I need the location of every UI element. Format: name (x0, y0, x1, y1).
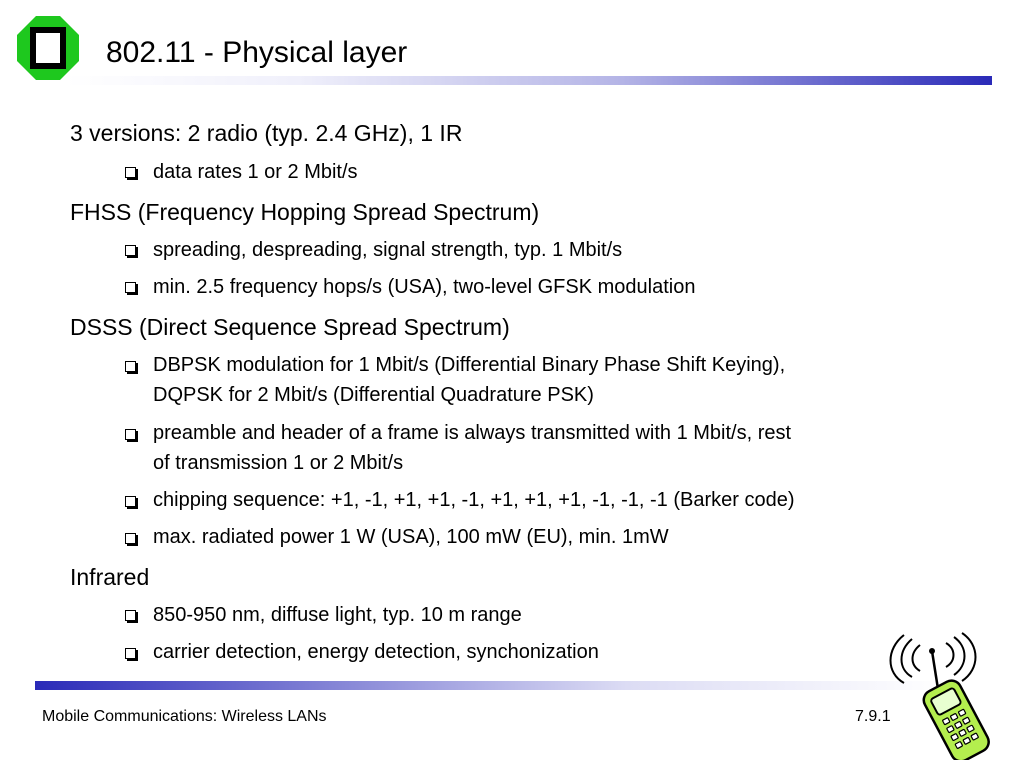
bullet-level1-fhss: FHSS (Frequency Hopping Spread Spectrum) (70, 199, 540, 225)
hollow-square-bullet-icon (125, 648, 136, 659)
hollow-square-bullet-icon (125, 167, 136, 178)
bullet-level1-infrared: Infrared (70, 564, 150, 590)
bullet-level2-dbpsk-line1: DBPSK modulation for 1 Mbit/s (Differential Binary Phase Shift Keying), (153, 354, 786, 376)
bullet-level2-hops: min. 2.5 frequency hops/s (USA), two-level GFSK modulation (153, 276, 696, 298)
hollow-square-bullet-icon (125, 245, 136, 256)
bullet-level1-dsss: DSSS (Direct Sequence Spread Spectrum) (70, 314, 510, 340)
hollow-square-bullet-icon (125, 429, 136, 440)
title-divider-bar (66, 76, 992, 85)
hollow-square-bullet-icon (125, 533, 136, 544)
slide-title: 802.11 - Physical layer (106, 36, 408, 69)
footer-page-number: 7.9.1 (855, 708, 891, 725)
hollow-square-bullet-icon (125, 361, 136, 372)
bullet-level2-power: max. radiated power 1 W (USA), 100 mW (EU), min. 1mW (153, 526, 669, 548)
bullet-level2-preamble-line1: preamble and header of a frame is always transmitted with 1 Mbit/s, rest (153, 422, 792, 444)
hollow-square-bullet-icon (125, 610, 136, 621)
university-logo-icon (16, 15, 80, 81)
hollow-square-bullet-icon (125, 282, 136, 293)
footer-course-title: Mobile Communications: Wireless LANs (42, 708, 327, 725)
bullet-level1-versions: 3 versions: 2 radio (typ. 2.4 GHz), 1 IR (70, 120, 463, 146)
bullet-level2-carrier: carrier detection, energy detection, synchonization (153, 641, 599, 663)
bullet-level2-wavelength: 850-950 nm, diffuse light, typ. 10 m range (153, 604, 522, 626)
footer-divider-bar (35, 681, 945, 690)
mobile-phone-clipart-icon (880, 625, 1010, 760)
bullet-level2-dbpsk-line2: DQPSK for 2 Mbit/s (Differential Quadrature PSK) (153, 384, 594, 406)
bullet-level2-data-rates: data rates 1 or 2 Mbit/s (153, 161, 358, 183)
hollow-square-bullet-icon (125, 496, 136, 507)
bullet-level2-chipping: chipping sequence: +1, -1, +1, +1, -1, +1, +1, +1, -1, -1, -1 (Barker code) (153, 489, 795, 511)
bullet-level2-spreading: spreading, despreading, signal strength, typ. 1 Mbit/s (153, 239, 623, 261)
bullet-level2-preamble-line2: of transmission 1 or 2 Mbit/s (153, 452, 404, 474)
